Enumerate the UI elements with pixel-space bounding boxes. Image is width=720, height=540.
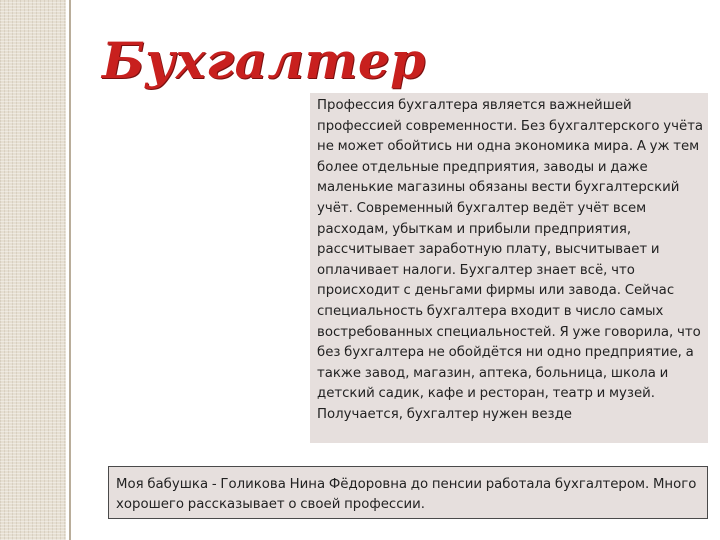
personal-note-box: [108, 466, 708, 519]
main-text-box: [310, 93, 708, 443]
personal-note-text: Моя бабушка - Голикова Нина Фёдоровна до пенсии работала бухгалтером. Много хорошего рассказывает о своей профессии.: [116, 477, 697, 512]
main-paragraph: Профессия бухгалтера является важнейшей профессией современности. Без бухгалтерского учёта не может обойтись ни одна экономика мира. А уж тем более отдельные предприятия, заводы и даже маленькие магазины обязаны вести бухгалтерский учёт. Современный бухгалтер ведёт учёт всем расходам, убыткам и прибыли предприятия, рассчитывает заработную плату, высчитывает и оплачивает налоги. Бухгалтер знает всё, что происходит с деньгами фирмы или завода. Сейчас специальность бухгалтера входит в число самых востребованных специальностей. Я уже говорила, что без бухгалтера не обойдётся ни одно предприятие, а также завод, магазин, аптека, больница, школа и детский садик, кафе и ресторан, театр и музей. Получается, бухгалтер нужен везде: [317, 98, 704, 422]
decorative-side-strip: [0, 0, 66, 540]
side-strip-divider: [69, 0, 71, 540]
slide-title: Бухгалтер: [102, 31, 426, 90]
